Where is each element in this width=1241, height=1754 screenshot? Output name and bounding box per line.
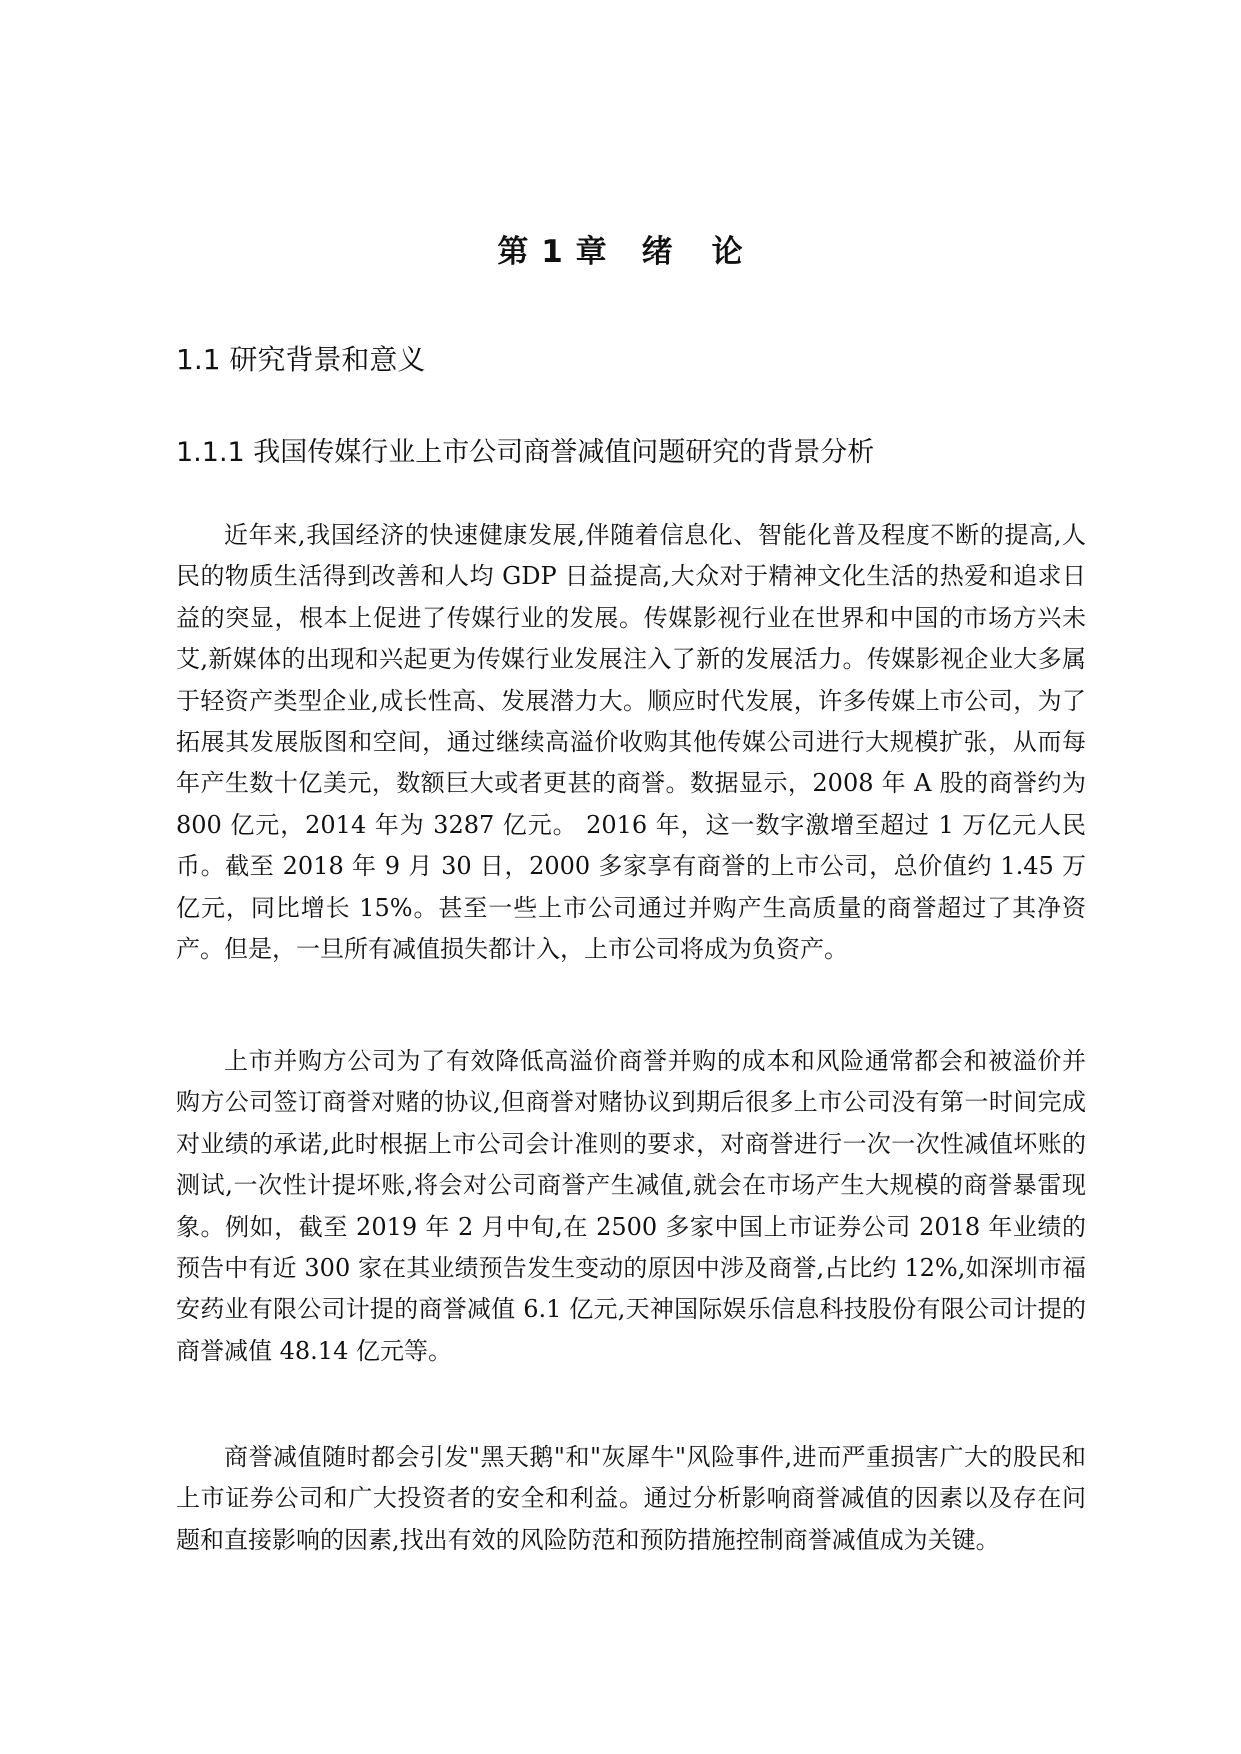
- section-heading: 1.1 研究背景和意义: [176, 343, 426, 376]
- chapter-title-char-2: 论: [711, 234, 744, 270]
- body-paragraph-2: 上市并购方公司为了有效降低高溢价商誉并购的成本和风险通常都会和被溢价并购方公司签订商誉对赌的协议,但商誉对赌协议到期后很多上市公司没有第一时间完成对业绩的承诺,此时根据上市公司会计准则的要求，对商誉进行一次一次性减值坏账的测试,一次性计提坏账,将会对公司商誉产生减值,就会在市场产生大规模的商誉暴雷现象。例如，截至 2019 年 2 月中旬,在 2500 多家中国上市证券公司 2018 年业绩的预告中有近 300 家在其业绩预告发生变动的原因中涉及商誉,占比约 12%,如深圳市福安药业有限公司计提的商誉减值 6.1 亿元,天神国际娱乐信息科技股份有限公司计提的商誉减值 48.14 亿元等。: [176, 1047, 1086, 1365]
- body-paragraph-1: 近年来,我国经济的快速健康发展,伴随着信息化、智能化普及程度不断的提高,人民的物质生活得到改善和人均 GDP 日益提高,大众对于精神文化生活的热爱和追求日益的突显，根本上促进了传媒行业的发展。传媒影视行业在世界和中国的市场方兴未艾,新媒体的出现和兴起更为传媒行业发展注入了新的发展活力。传媒影视企业大多属于轻资产类型企业,成长性高、发展潜力大。顺应时代发展，许多传媒上市公司，为了拓展其发展版图和空间，通过继续高溢价收购其他传媒公司进行大规模扩张，从而每年产生数十亿美元，数额巨大或者更甚的商誉。数据显示，2008 年 A 股的商誉约为 800 亿元，2014 年为 3287 亿元。 2016 年，这一数字激增至超过 1 万亿元人民币。截至 2018 年 9 月 30 日，2000 多家享有商誉的上市公司，总价值约 1.45 万亿元，同比增长 15%。甚至一些上市公司通过并购产生高质量的商誉超过了其净资产。但是，一旦所有减值损失都计入，上市公司将成为负资产。: [176, 521, 1086, 964]
- chapter-title: [0, 232, 1241, 272]
- chapter-title-char-1: 绪: [641, 234, 674, 270]
- subsection-heading: 1.1.1 我国传媒行业上市公司商誉减值问题研究的背景分析: [176, 437, 875, 468]
- body-paragraph-3: 商誉减值随时都会引发"黑天鹅"和"灰犀牛"风险事件,进而严重损害广大的股民和上市证券公司和广大投资者的安全和利益。通过分析影响商誉减值的因素以及存在问题和直接影响的因素,找出有效的风险防范和预防措施控制商誉减值成为关键。: [176, 1443, 1086, 1554]
- chapter-number: 第 1 章: [497, 234, 608, 270]
